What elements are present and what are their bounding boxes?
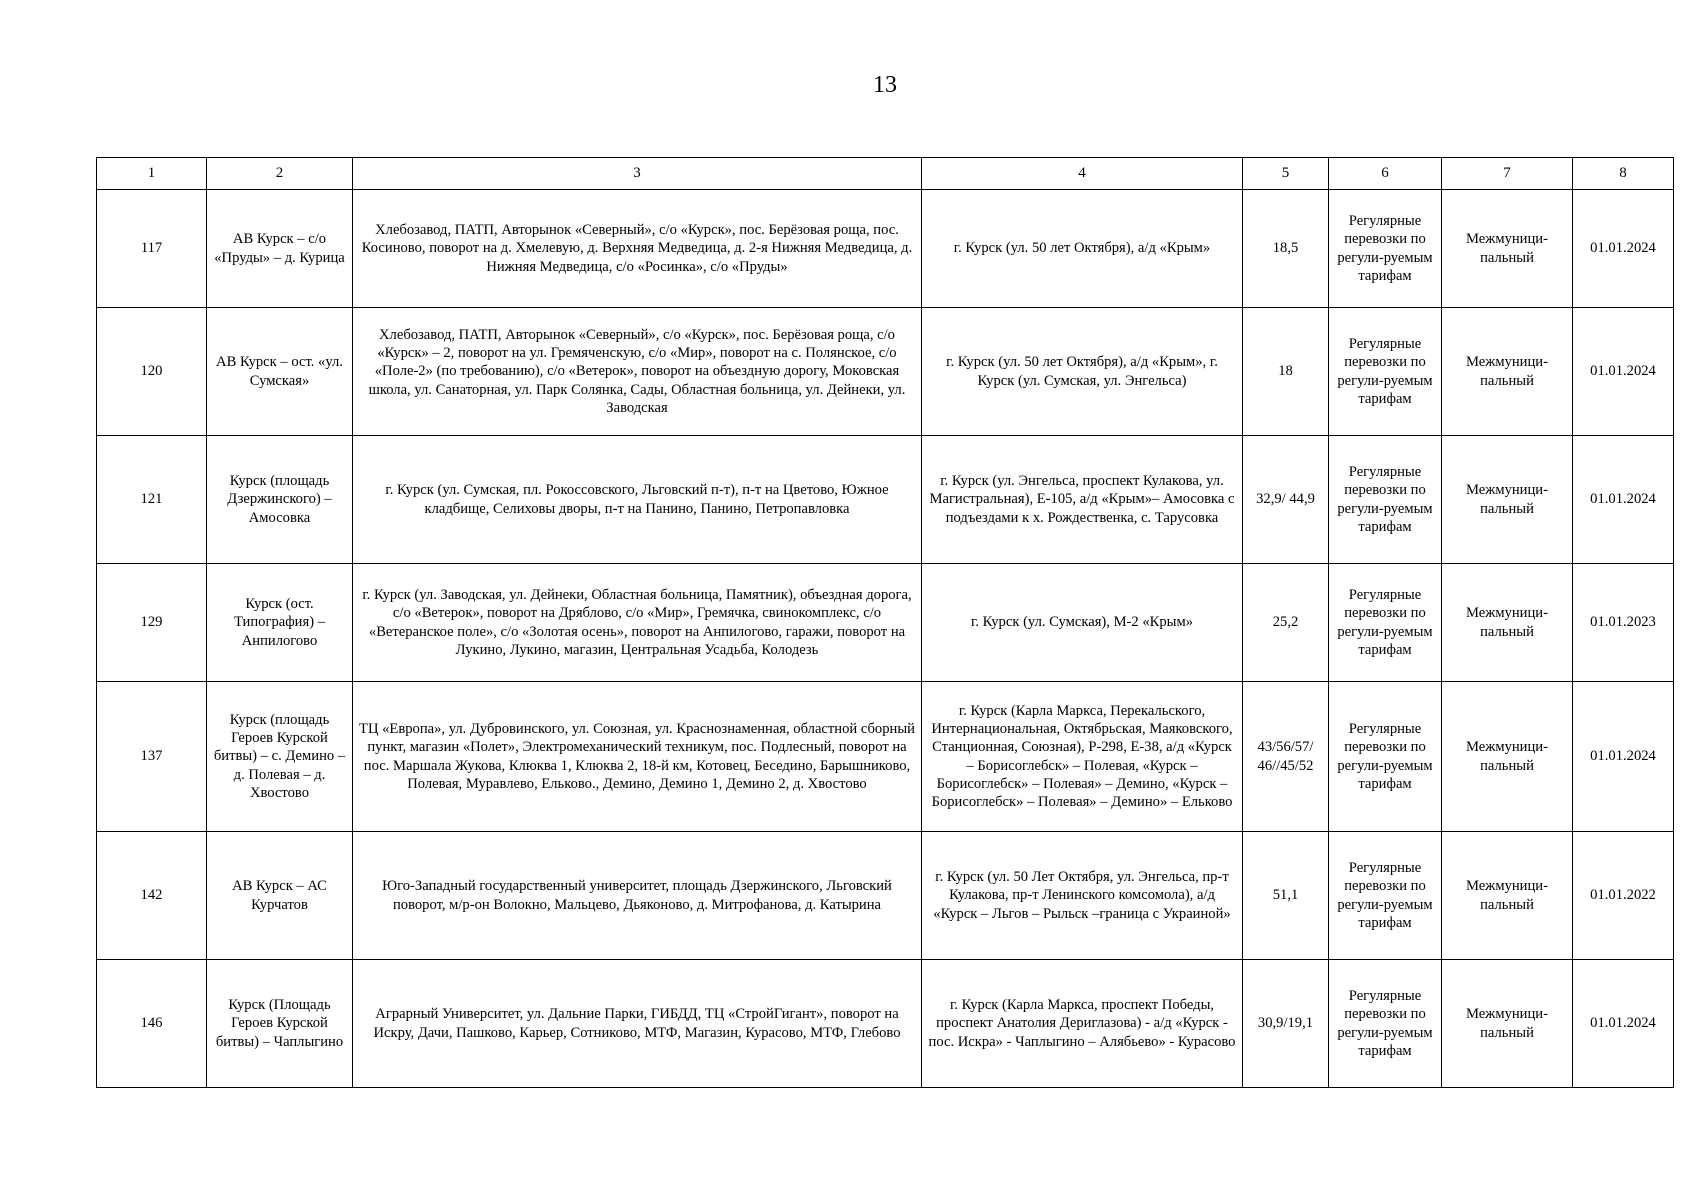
table-row: [97, 564, 1674, 682]
route-kind: Межмуници-пальный: [1442, 308, 1573, 436]
route-stops: г. Курск (ул. Заводская, ул. Дейнеки, Областная больница, Памятник), объездная дорога, с/о «Ветерок», поворот на Дряблово, с/о «Мир», Гремячка, свинокомплекс, с/о «Ветеранское поле», с/о «Золотая осень», поворот на Анпилогово, гаражи, поворот на Лукино, Лукино, магазин, Центральная Усадьба, Колодезь: [353, 564, 922, 682]
route-kind: Межмуници-пальный: [1442, 190, 1573, 308]
route-streets: г. Курск (ул. Сумская), М-2 «Крым»: [922, 564, 1243, 682]
route-number: 137: [97, 682, 207, 832]
routes-table: [96, 157, 1674, 1088]
route-streets: г. Курск (Карла Маркса, проспект Победы, проспект Анатолия Дериглазова) - а/д «Курск - пос. Искра» - Чаплыгино – Алябьево» - Курасово: [922, 960, 1243, 1088]
start-date: 01.01.2024: [1573, 960, 1674, 1088]
route-length: 18: [1243, 308, 1329, 436]
route-streets: г. Курск (ул. 50 лет Октября), а/д «Крым», г. Курск (ул. Сумская, ул. Энгельса): [922, 308, 1243, 436]
transport-type: Регулярные перевозки по регули-руемым тарифам: [1329, 308, 1442, 436]
table-row: [97, 960, 1674, 1088]
transport-type: Регулярные перевозки по регули-руемым тарифам: [1329, 960, 1442, 1088]
header-cell: 3: [353, 158, 922, 190]
route-kind: Межмуници-пальный: [1442, 682, 1573, 832]
header-cell: 5: [1243, 158, 1329, 190]
route-name: АВ Курск – АС Курчатов: [207, 832, 353, 960]
route-stops: ТЦ «Европа», ул. Дубровинского, ул. Союзная, ул. Краснознаменная, областной сборный пункт, магазин «Полет», Электромеханический техникум, пос. Подлесный, поворот на пос. Маршала Жукова, Клюква 1, Клюква 2, 18-й км, Котовец, Беседино, Барышниково, Полевая, Муравлево, Ельково., Демино, Демино 1, Демино 2, д. Хвостово: [353, 682, 922, 832]
transport-type: Регулярные перевозки по регули-руемым тарифам: [1329, 832, 1442, 960]
route-streets: г. Курск (ул. 50 Лет Октября, ул. Энгельса, пр-т Кулакова, пр-т Ленинского комсомола), а/д «Курск – Льгов – Рыльск –граница с Украиной»: [922, 832, 1243, 960]
table-row: [97, 436, 1674, 564]
route-length: 18,5: [1243, 190, 1329, 308]
route-number: 146: [97, 960, 207, 1088]
route-length: 30,9/19,1: [1243, 960, 1329, 1088]
route-stops: Хлебозавод, ПАТП, Авторынок «Северный», с/о «Курск», пос. Берёзовая роща, с/о «Курск» – 2, поворот на ул. Гремяченскую, с/о «Мир», поворот на с. Полянское, с/о «Поле-2» (по требованию), с/о «Ветерок», поворот на объездную дорогу, Моковская школа, ул. Санаторная, ул. Парк Солянка, Сады, Областная больница, ул. Дейнеки, ул. Заводская: [353, 308, 922, 436]
start-date: 01.01.2022: [1573, 832, 1674, 960]
route-length: 32,9/ 44,9: [1243, 436, 1329, 564]
start-date: 01.01.2024: [1573, 436, 1674, 564]
header-cell: 2: [207, 158, 353, 190]
route-number: 129: [97, 564, 207, 682]
route-length: 43/56/57/ 46//45/52: [1243, 682, 1329, 832]
transport-type: Регулярные перевозки по регули-руемым тарифам: [1329, 190, 1442, 308]
header-cell: 8: [1573, 158, 1674, 190]
table-row: [97, 308, 1674, 436]
start-date: 01.01.2024: [1573, 682, 1674, 832]
route-name: Курск (ост. Типография) – Анпилогово: [207, 564, 353, 682]
route-number: 120: [97, 308, 207, 436]
header-cell: 1: [97, 158, 207, 190]
header-cell: 7: [1442, 158, 1573, 190]
table-row: [97, 682, 1674, 832]
start-date: 01.01.2023: [1573, 564, 1674, 682]
route-number: 142: [97, 832, 207, 960]
route-name: Курск (Площадь Героев Курской битвы) – Чаплыгино: [207, 960, 353, 1088]
route-name: АВ Курск – ост. «ул. Сумская»: [207, 308, 353, 436]
start-date: 01.01.2024: [1573, 308, 1674, 436]
page-number: 13: [873, 72, 897, 98]
route-length: 25,2: [1243, 564, 1329, 682]
route-number: 117: [97, 190, 207, 308]
transport-type: Регулярные перевозки по регули-руемым тарифам: [1329, 436, 1442, 564]
route-kind: Межмуници-пальный: [1442, 564, 1573, 682]
transport-type: Регулярные перевозки по регули-руемым тарифам: [1329, 564, 1442, 682]
route-stops: Хлебозавод, ПАТП, Авторынок «Северный», с/о «Курск», пос. Берёзовая роща, пос. Косиново, поворот на д. Хмелевую, д. Верхняя Медведица, д. 2-я Нижняя Медведица, д. Нижняя Медведица, с/о «Росинка», с/о «Пруды»: [353, 190, 922, 308]
route-stops: Аграрный Университет, ул. Дальние Парки, ГИБДД, ТЦ «СтройГигант», поворот на Искру, Дачи, Пашково, Карьер, Сотниково, МТФ, Магазин, Курасово, МТФ, Глебово: [353, 960, 922, 1088]
route-kind: Межмуници-пальный: [1442, 832, 1573, 960]
start-date: 01.01.2024: [1573, 190, 1674, 308]
route-streets: г. Курск (ул. Энгельса, проспект Кулакова, ул. Магистральная), Е-105, а/д «Крым»– Амосовка с подъездами к х. Рождественка, с. Тарусовка: [922, 436, 1243, 564]
route-stops: г. Курск (ул. Сумская, пл. Рокоссовского, Льговский п-т), п-т на Цветово, Южное кладбище, Селиховы дворы, п-т на Панино, Панино, Петропавловка: [353, 436, 922, 564]
route-kind: Межмуници-пальный: [1442, 960, 1573, 1088]
route-streets: г. Курск (Карла Маркса, Перекальского, Интернациональная, Октябрьская, Маяковского, Станционная, Союзная), Р-298, Е-38, а/д «Курск – Борисоглебск» – Полевая, «Курск – Борисоглебск» – Полевая» – Демино, «Курск – Борисоглебск» – Полевая» – Демино» – Ельково: [922, 682, 1243, 832]
header-cell: 6: [1329, 158, 1442, 190]
route-stops: Юго-Западный государственный университет, площадь Дзержинского, Льговский поворот, м/р-он Волокно, Мальцево, Дьяконово, д. Митрофанова, д. Катырина: [353, 832, 922, 960]
transport-type: Регулярные перевозки по регули-руемым тарифам: [1329, 682, 1442, 832]
table-header-row: [97, 158, 1674, 190]
table-row: [97, 190, 1674, 308]
route-length: 51,1: [1243, 832, 1329, 960]
route-kind: Межмуници-пальный: [1442, 436, 1573, 564]
route-name: Курск (площадь Героев Курской битвы) – с. Демино – д. Полевая – д. Хвостово: [207, 682, 353, 832]
table-row: [97, 832, 1674, 960]
route-name: АВ Курск – с/о «Пруды» – д. Курица: [207, 190, 353, 308]
route-name: Курск (площадь Дзержинского) – Амосовка: [207, 436, 353, 564]
header-cell: 4: [922, 158, 1243, 190]
route-number: 121: [97, 436, 207, 564]
route-streets: г. Курск (ул. 50 лет Октября), а/д «Крым»: [922, 190, 1243, 308]
